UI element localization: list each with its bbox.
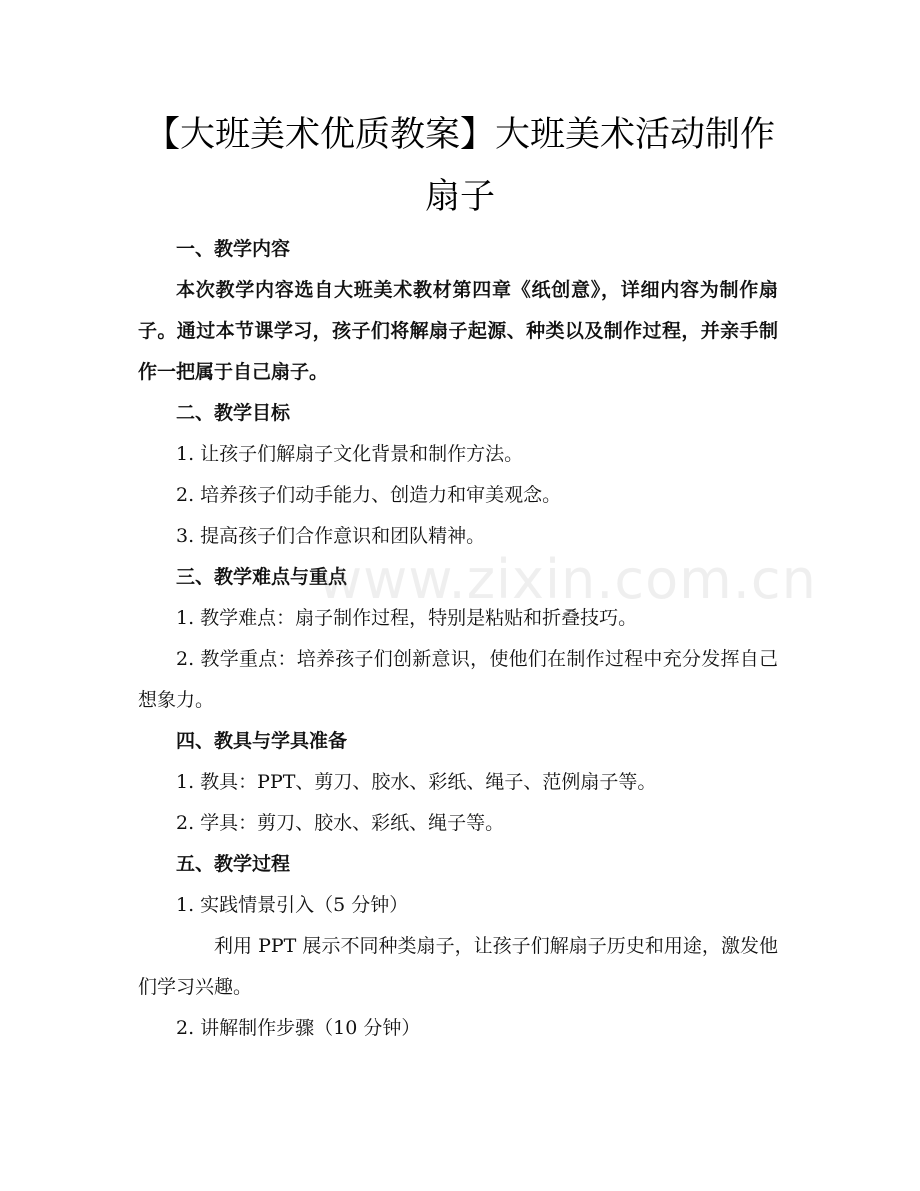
watermark-text: www.zixin.com.cn [318,548,817,611]
document-body [138,229,778,1049]
section-heading: 一、教学内容 [176,238,291,260]
section-heading: 三、教学难点与重点 [176,566,348,588]
list-item: 2. 培养孩子们动手能力、创造力和审美观念。 [176,484,562,506]
list-item: 2. 学具：剪刀、胶水、彩纸、绳子等。 [176,812,505,834]
sub-paragraph: 利用 PPT 展示不同种类扇子，让孩子们解扇子历史和用途，激发他们学习兴趣。 [138,935,778,998]
list-item: 3. 提高孩子们合作意识和团队精神。 [176,525,486,547]
list-item: 1. 让孩子们解扇子文化背景和制作方法。 [176,443,524,465]
document-title: 【大班美术优质教案】大班美术活动制作扇子 [144,115,775,217]
list-item: 2. 讲解制作步骤（10 分钟） [176,1017,421,1039]
list-item: 1. 教学难点：扇子制作过程，特别是粘贴和折叠技巧。 [176,607,638,629]
section-paragraph: 本次教学内容选自大班美术教材第四章《纸创意》，详细内容为制作扇子。通过本节课学习，孩子们将解扇子起源、种类以及制作过程，并亲手制作一把属于自己扇子。 [138,279,778,383]
section-heading: 二、教学目标 [176,402,291,424]
list-item: 2. 教学重点：培养孩子们创新意识，使他们在制作过程中充分发挥自己想象力。 [138,648,778,711]
section-heading: 五、教学过程 [176,853,291,875]
list-item: 1. 教具：PPT、剪刀、胶水、彩纸、绳子、范例扇子等。 [176,771,657,793]
list-item: 1. 实践情景引入（5 分钟） [176,894,409,916]
section-heading: 四、教具与学具准备 [176,730,348,752]
